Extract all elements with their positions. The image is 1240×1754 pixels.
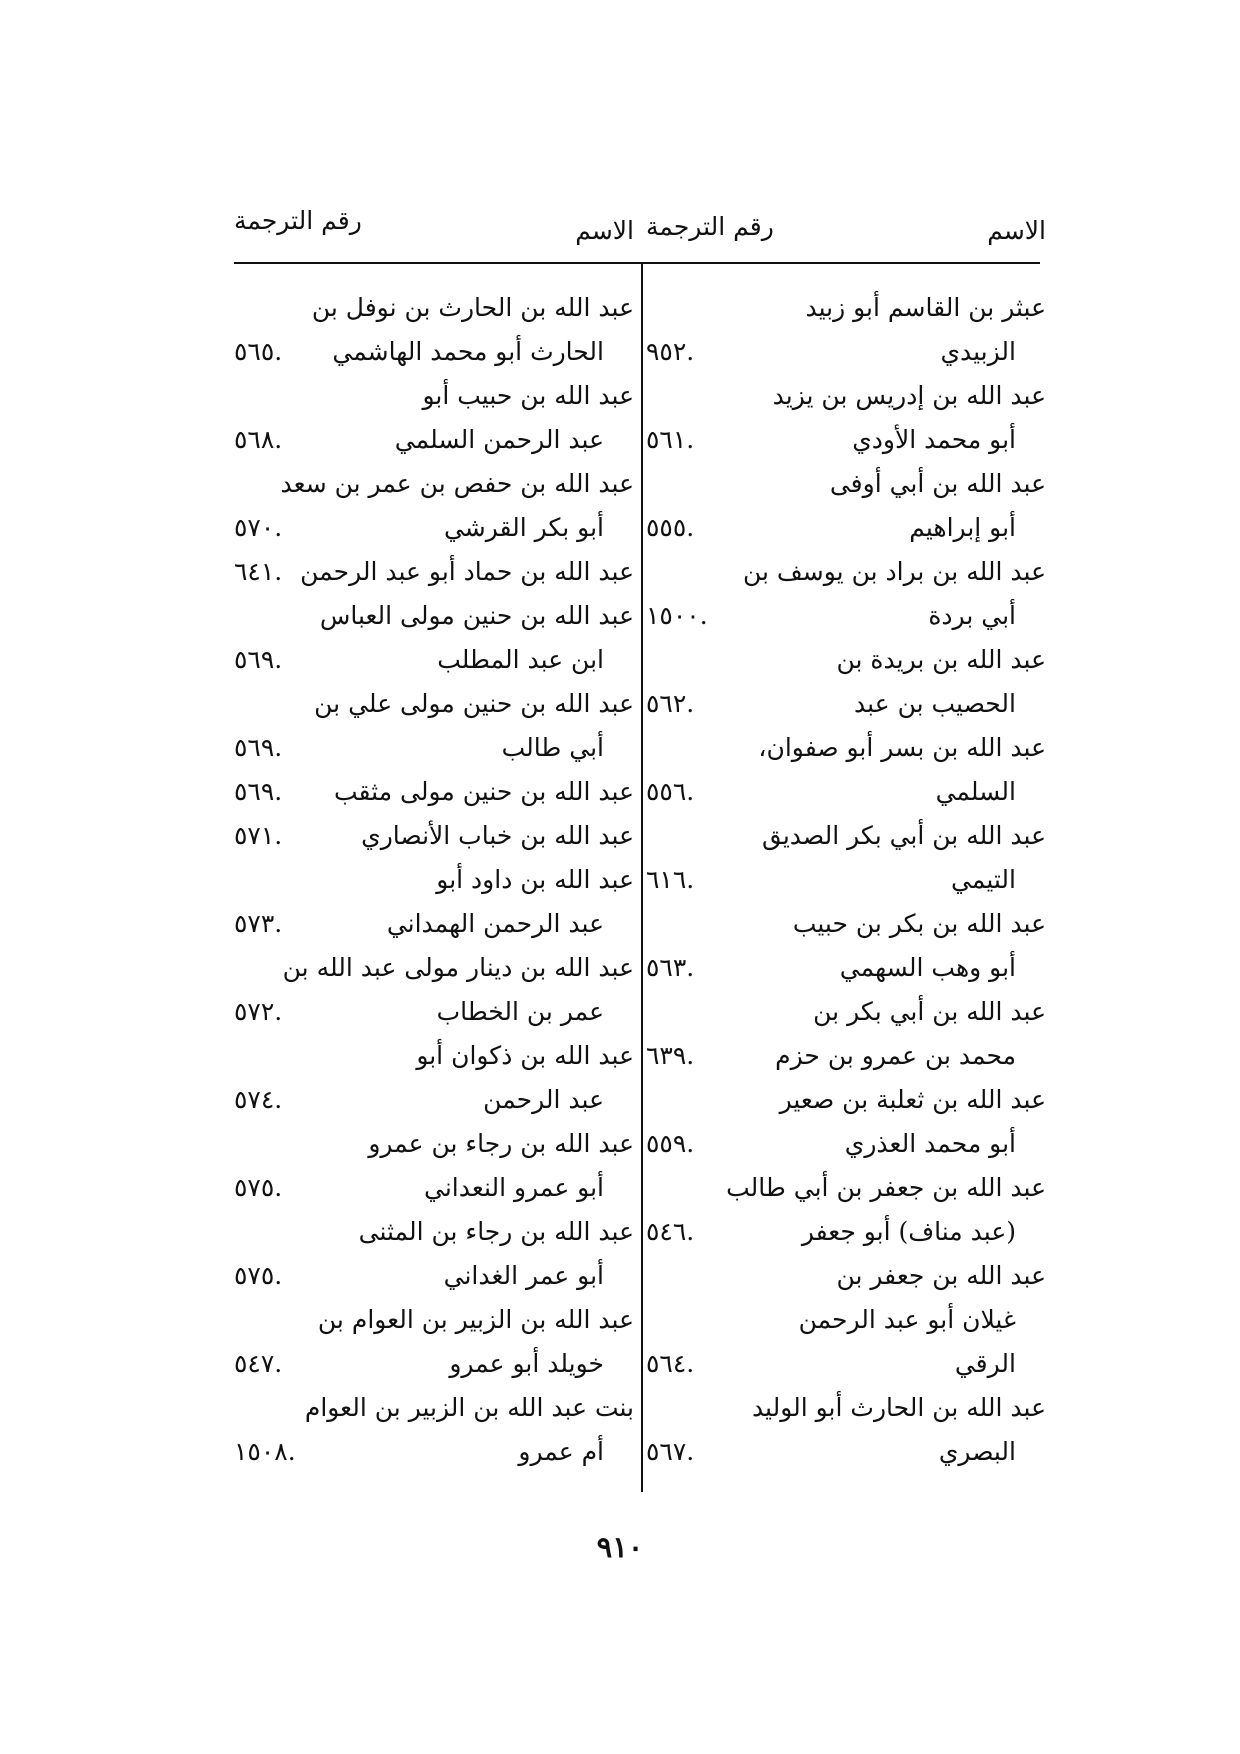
index-entry — [646, 550, 1046, 594]
entry-number: ٩٥٢. — [646, 337, 695, 366]
entry-name: عبد الله بن جعفر بن أبي طالب — [726, 1173, 1046, 1202]
entry-number: ٥٥٦. — [646, 777, 695, 806]
entry-number: ٥٤٧. — [234, 1349, 283, 1378]
entry-number: ٥٥٥. — [646, 513, 695, 542]
entry-number: ٥٦٣. — [646, 953, 695, 982]
index-entry — [646, 1342, 1046, 1386]
entry-name: عبد الله بن إدريس بن يزيد — [772, 381, 1046, 410]
entry-name: أبي بردة — [928, 601, 1016, 630]
entry-number: ٥٥٩. — [646, 1129, 695, 1158]
index-entry — [234, 374, 634, 418]
entry-number: ٥٧٠. — [234, 513, 283, 542]
entry-name: ابن عبد المطلب — [437, 645, 604, 674]
index-entry — [234, 858, 634, 902]
header-number-label: رقم الترجمة — [646, 212, 774, 241]
header-number-label: رقم الترجمة — [234, 206, 362, 235]
index-entry — [234, 330, 634, 374]
entry-name: الزبيدي — [940, 337, 1016, 366]
entry-number: ٥٧٢. — [234, 997, 283, 1026]
entry-number: ٥٦٩. — [234, 645, 283, 674]
entry-name: عبد الله بن حنين مولى علي بن — [314, 689, 634, 718]
entry-name: عبد الله بن رجاء بن عمرو — [368, 1129, 634, 1158]
index-entry — [234, 1430, 634, 1474]
index-entry — [234, 682, 634, 726]
index-entry — [646, 418, 1046, 462]
index-entry — [234, 770, 634, 814]
index-entry — [234, 1342, 634, 1386]
index-entry — [234, 1386, 634, 1430]
page-number: ٩١٠ — [596, 1530, 644, 1564]
index-entry — [646, 1430, 1046, 1474]
index-entry — [646, 1254, 1046, 1298]
entry-name: عبد الله بن داود أبو — [436, 865, 634, 894]
index-entry — [234, 550, 634, 594]
entry-number: ٦٤١. — [234, 557, 283, 586]
entry-name: عبد الله بن حنين مولى مثقب — [333, 777, 634, 806]
index-entry — [234, 990, 634, 1034]
entry-number: ٥٧٣. — [234, 909, 283, 938]
entry-name: السلمي — [935, 777, 1016, 806]
entry-name: البصري — [938, 1437, 1016, 1466]
index-entry — [646, 506, 1046, 550]
entry-name: أبو وهب السهمي — [839, 953, 1016, 982]
entry-name: الرقي — [954, 1349, 1016, 1378]
entry-name: أبو محمد الأودي — [852, 425, 1016, 454]
entry-number: ٥٧٤. — [234, 1085, 283, 1114]
index-entry — [646, 814, 1046, 858]
entry-name: عبد الله بن رجاء بن المثنى — [358, 1217, 634, 1246]
entry-name: عبد الله بن الحارث بن نوفل بن — [311, 293, 634, 322]
entry-number: ٥٦٢. — [646, 689, 695, 718]
entry-name: عبد الله بن حنين مولى العباس — [319, 601, 634, 630]
entry-name: عبد الله بن أبي بكر الصديق — [761, 821, 1046, 850]
index-entry — [646, 374, 1046, 418]
entry-name: عبد الرحمن — [483, 1085, 604, 1114]
index-entry — [646, 946, 1046, 990]
index-entry — [234, 506, 634, 550]
index-entry — [234, 1254, 634, 1298]
index-entry — [234, 946, 634, 990]
index-entry — [234, 418, 634, 462]
index-entry — [234, 1034, 634, 1078]
right-column — [646, 210, 1046, 1466]
index-entry — [646, 638, 1046, 682]
index-entry — [234, 814, 634, 858]
entry-name: عبد الله بن حفص بن عمر بن سعد — [280, 469, 634, 498]
index-entry — [234, 594, 634, 638]
entry-name: أم عمرو — [518, 1437, 604, 1466]
entry-name: عبد الله بن حماد أبو عبد الرحمن — [300, 557, 634, 586]
entry-number: ٥٦٨. — [234, 425, 283, 454]
header-divider — [234, 262, 1040, 264]
index-entry — [234, 462, 634, 506]
index-entry — [234, 1210, 634, 1254]
index-entry — [234, 902, 634, 946]
index-entry — [646, 1034, 1046, 1078]
index-entry — [646, 726, 1046, 770]
entry-name: الحصيب بن عبد — [854, 689, 1016, 718]
entry-name: عبد الله بن دينار مولى عبد الله بن — [282, 953, 634, 982]
entry-name: عبد الله بن بكر بن حبيب — [792, 909, 1046, 938]
index-entry — [646, 1210, 1046, 1254]
index-entry — [646, 1078, 1046, 1122]
entry-name: خويلد أبو عمرو — [449, 1349, 604, 1378]
entry-name: عبد الرحمن الهمداني — [386, 909, 604, 938]
entry-number: ٦٣٩. — [646, 1041, 695, 1070]
index-entry — [646, 770, 1046, 814]
left-column — [234, 206, 634, 1466]
entry-name: عبد الرحمن السلمي — [394, 425, 604, 454]
entry-name: أبو إبراهيم — [909, 513, 1016, 542]
index-entry — [646, 1386, 1046, 1430]
entry-number: ٥٦١. — [646, 425, 695, 454]
left-entries — [234, 286, 634, 1474]
index-entry — [646, 902, 1046, 946]
entry-name: عبد الله بن خباب الأنصاري — [361, 821, 634, 850]
entry-number: ١٥٠٨. — [234, 1437, 296, 1466]
entry-name: أبو بكر القرشي — [443, 513, 604, 542]
entry-name: عبد الله بن ذكوان أبو — [416, 1041, 634, 1070]
index-entry — [234, 726, 634, 770]
entry-name: عبد الله بن بسر أبو صفوان، — [758, 733, 1046, 762]
entry-name: عمر بن الخطاب — [436, 997, 604, 1026]
index-entry — [646, 462, 1046, 506]
entry-name: عبد الله بن حبيب أبو — [422, 381, 634, 410]
index-entry — [234, 1122, 634, 1166]
entry-name: أبو عمر الغداني — [443, 1261, 604, 1290]
entry-number: ٥٤٦. — [646, 1217, 695, 1246]
index-entry — [646, 682, 1046, 726]
index-entry — [646, 1122, 1046, 1166]
entry-name: عبد الله بن أبي بكر بن — [813, 997, 1046, 1026]
entry-name: عبثر بن القاسم أبو زبيد — [805, 293, 1046, 322]
entry-name: عبد الله بن الحارث أبو الوليد — [751, 1393, 1046, 1422]
index-entry — [646, 990, 1046, 1034]
entry-name: بنت عبد الله بن الزبير بن العوام — [304, 1393, 634, 1422]
left-column-header — [234, 206, 634, 264]
entry-name: غيلان أبو عبد الرحمن — [798, 1305, 1016, 1334]
entry-number: ٥٦٧. — [646, 1437, 695, 1466]
index-entry — [234, 638, 634, 682]
entry-name: محمد بن عمرو بن حزم — [775, 1041, 1016, 1070]
entry-name: عبد الله بن الزبير بن العوام بن — [317, 1305, 634, 1334]
entry-name: عبد الله بن بريدة بن — [836, 645, 1046, 674]
index-entry — [234, 1078, 634, 1122]
index-entry — [234, 1298, 634, 1342]
entry-name: التيمي — [951, 865, 1016, 894]
entry-number: ١٥٠٠. — [646, 601, 708, 630]
entry-name: الحارث أبو محمد الهاشمي — [332, 337, 604, 366]
index-entry — [234, 286, 634, 330]
entry-number: ٥٦٤. — [646, 1349, 695, 1378]
header-name-label: الاسم — [575, 216, 634, 245]
right-column-header — [646, 210, 1046, 264]
right-entries — [646, 286, 1046, 1474]
index-entry — [234, 1166, 634, 1210]
entry-name: أبي طالب — [501, 733, 604, 762]
entry-name: (عبد مناف) أبو جعفر — [801, 1217, 1016, 1246]
index-entry — [646, 286, 1046, 330]
entry-number: ٦١٦. — [646, 865, 695, 894]
entry-name: عبد الله بن أبي أوفى — [829, 469, 1046, 498]
entry-number: ٥٧٥. — [234, 1261, 283, 1290]
entry-name: عبد الله بن براد بن يوسف بن — [742, 557, 1046, 586]
entry-number: ٥٦٩. — [234, 777, 283, 806]
index-entry — [646, 330, 1046, 374]
column-divider — [641, 262, 643, 1492]
entry-number: ٥٦٩. — [234, 733, 283, 762]
index-entry — [646, 1166, 1046, 1210]
index-entry — [646, 858, 1046, 902]
index-entry — [646, 1298, 1046, 1342]
header-name-label: الاسم — [987, 216, 1046, 245]
entry-name: عبد الله بن ثعلبة بن صعير — [779, 1085, 1046, 1114]
entry-name: عبد الله بن جعفر بن — [836, 1261, 1046, 1290]
entry-name: أبو عمرو النعداني — [424, 1173, 604, 1202]
entry-number: ٥٦٥. — [234, 337, 283, 366]
entry-name: أبو محمد العذري — [844, 1129, 1016, 1158]
entry-number: ٥٧١. — [234, 821, 283, 850]
entry-number: ٥٧٥. — [234, 1173, 283, 1202]
index-entry — [646, 594, 1046, 638]
